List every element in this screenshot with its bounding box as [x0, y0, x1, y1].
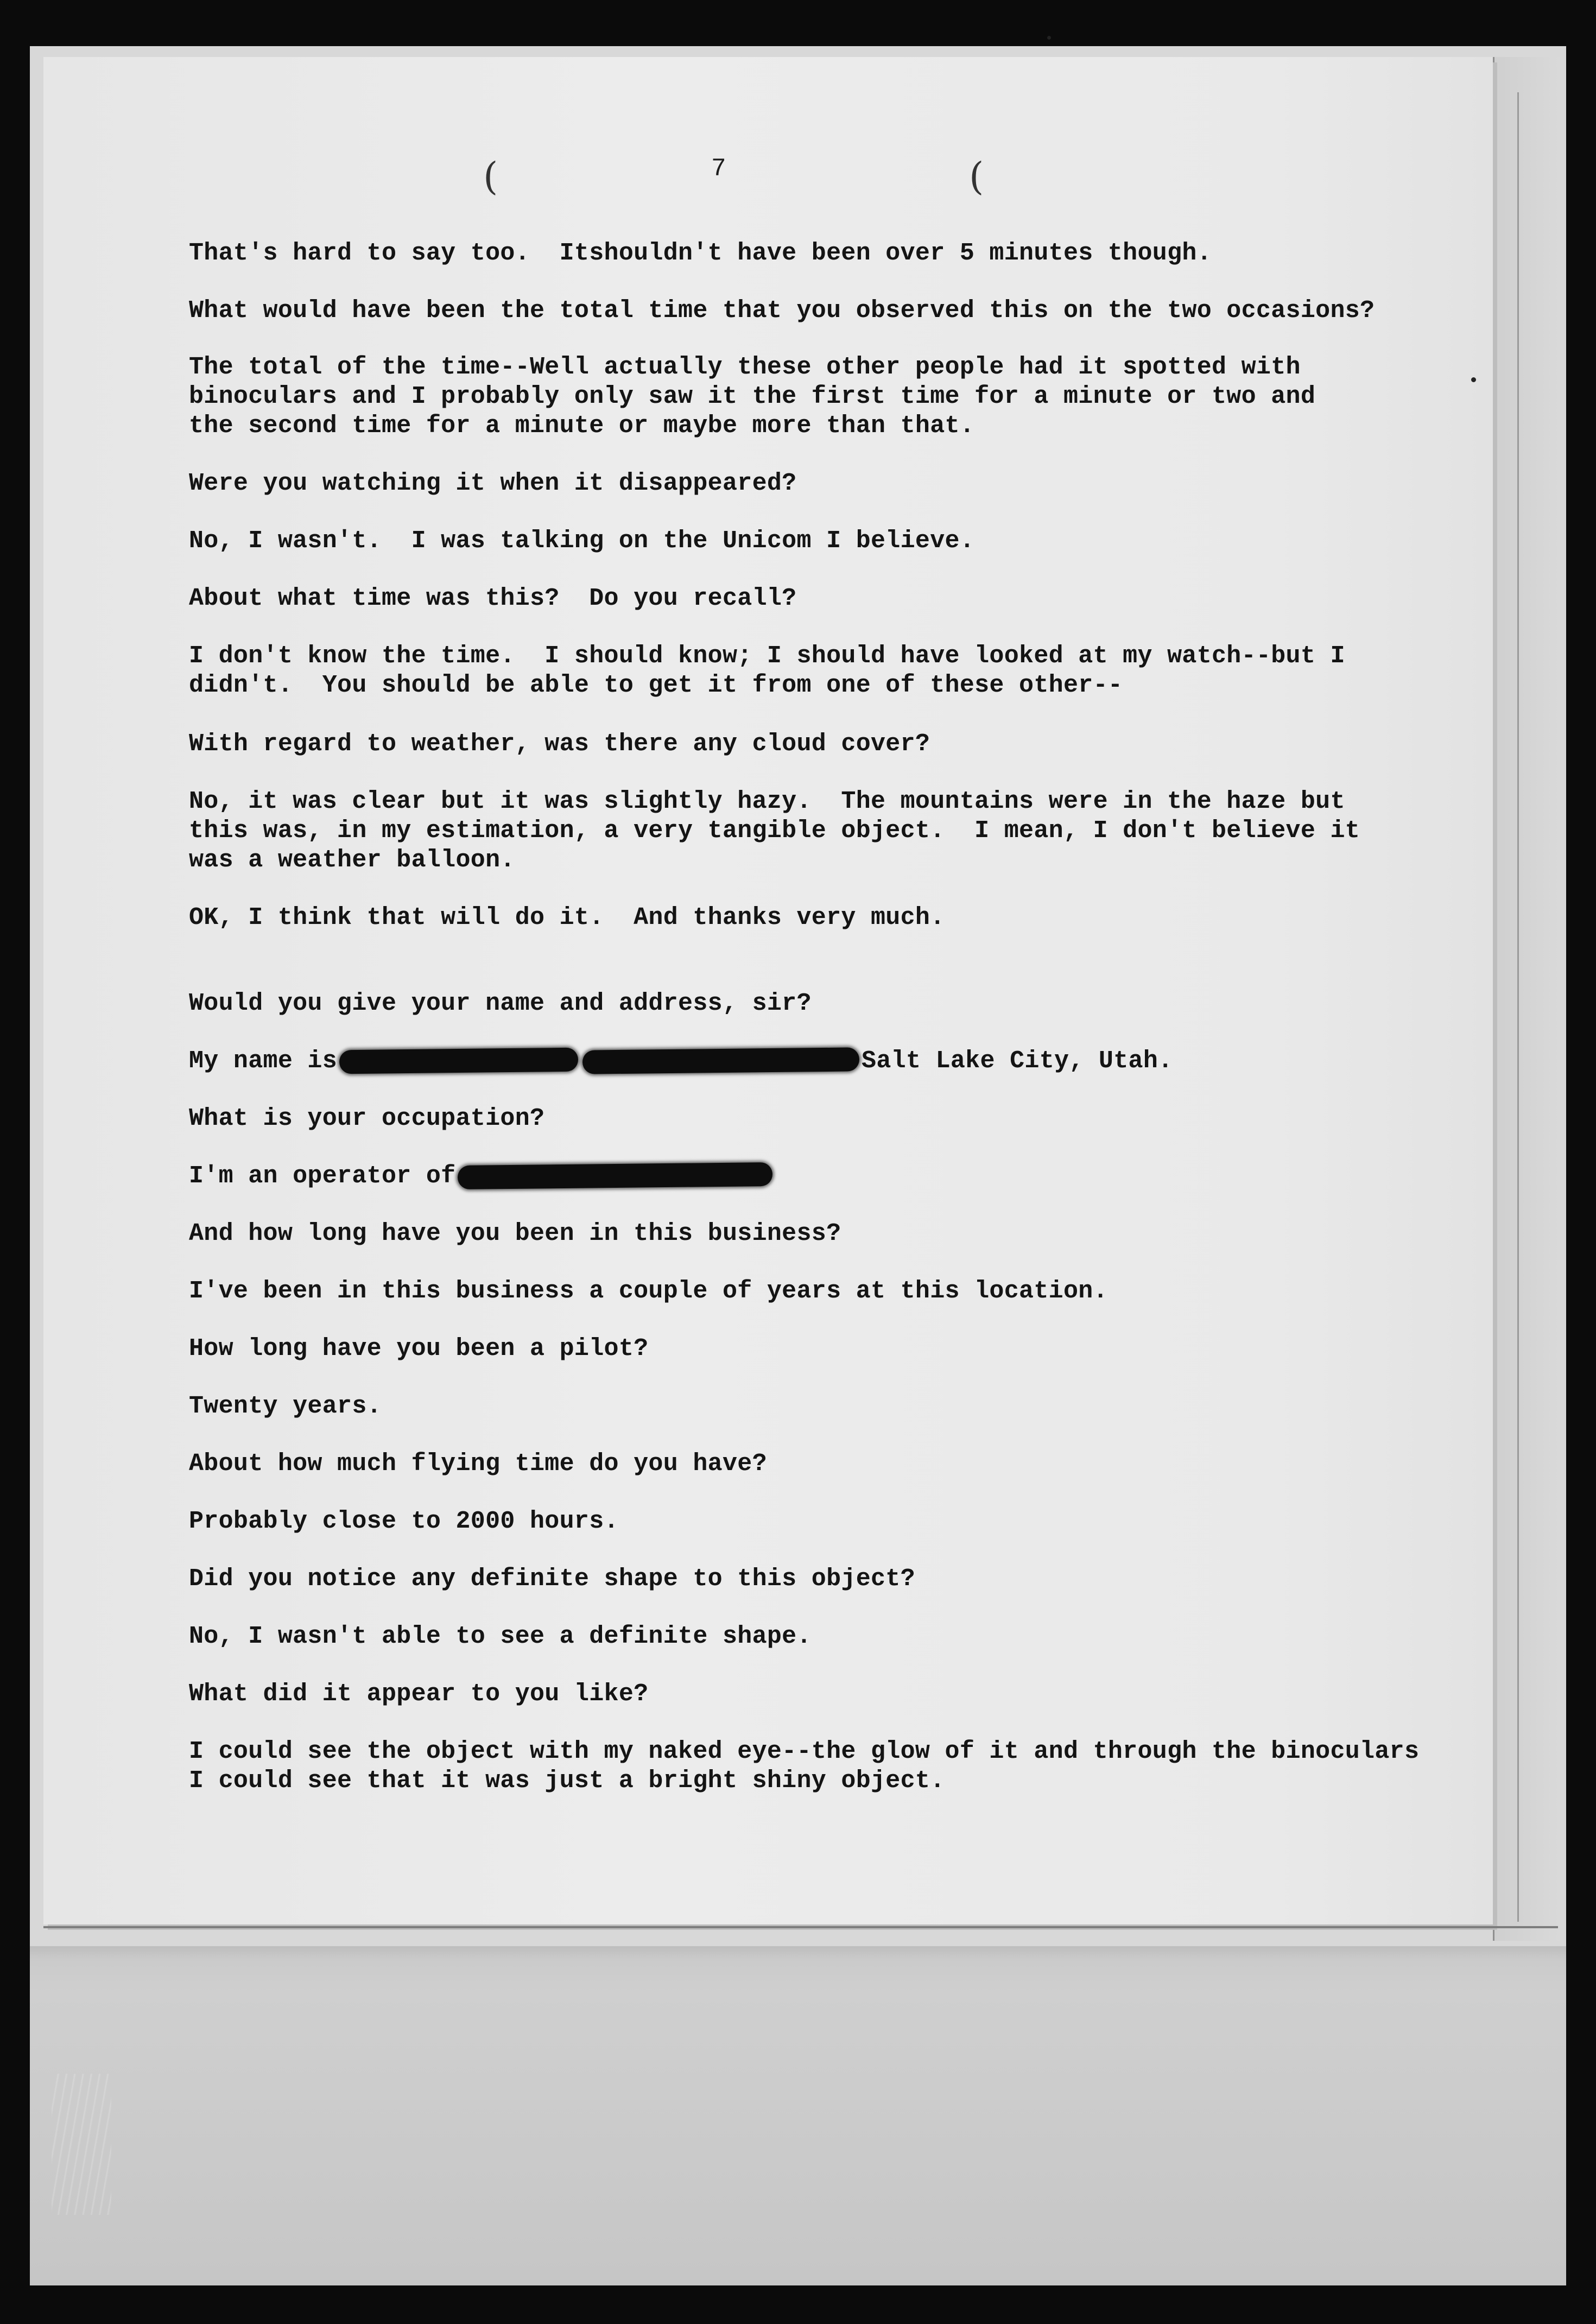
transcript-paragraph: [189, 469, 796, 498]
transcript-paragraph: [189, 903, 945, 933]
transcript-line-prefix: I'm an operator of: [189, 1162, 456, 1190]
transcript-line: OK, I think that will do it. And thanks very much.: [189, 904, 945, 932]
transcript-paragraph: [189, 1219, 841, 1249]
transcript-line: What did it appear to you like?: [189, 1680, 649, 1708]
transcript-paragraph: [189, 989, 812, 1018]
transcript-line: I don't know the time. I should know; I should have looked at my watch--but I: [189, 642, 1345, 670]
transcript-paragraph: [189, 1162, 775, 1191]
right-bracket-mark: (: [969, 154, 984, 199]
transcript-line: [189, 1047, 1173, 1076]
transcript-paragraph: [189, 1449, 767, 1479]
transcript-paragraph: [189, 584, 796, 613]
transcript-line: That's hard to say too. Itshouldn't have been over 5 minutes though.: [189, 239, 1212, 267]
stray-dot-mark-top: [1047, 36, 1051, 40]
transcript-paragraph: [189, 1334, 648, 1364]
page-right-edge-line: [1517, 92, 1519, 1922]
transcript-paragraph: [189, 1680, 648, 1709]
transcript-line: With regard to weather, was there any cloud cover?: [189, 730, 930, 758]
transcript-line: What is your occupation?: [189, 1105, 545, 1132]
transcript-line: was a weather balloon.: [189, 846, 515, 874]
transcript-paragraph: [189, 239, 1212, 268]
stray-dot-mark: [1471, 377, 1476, 382]
transcript-paragraph: [189, 1047, 1173, 1076]
transcript-line: binoculars and I probably only saw it the first time for a minute or two and: [189, 383, 1316, 410]
transcript-paragraph: [189, 787, 1360, 875]
film-scratch: [52, 2074, 111, 2215]
transcript-paragraph: [189, 296, 1375, 326]
page-number: 7: [711, 155, 726, 183]
page-bottom-edge: [43, 1926, 1558, 1928]
transcript-line: The total of the time--Well actually these other people had it spotted with: [189, 353, 1301, 381]
transcript-line: No, it was clear but it was slightly hazy. The mountains were in the haze but: [189, 788, 1345, 815]
transcript-line: I could see that it was just a bright shiny object.: [189, 1767, 945, 1795]
left-bracket-mark: (: [483, 154, 498, 199]
transcript-line: I could see the object with my naked eye--the glow of it and through the binoculars: [189, 1738, 1420, 1765]
transcript-paragraph: [189, 1277, 1108, 1306]
transcript-line: Twenty years.: [189, 1392, 382, 1420]
transcript-line: Were you watching it when it disappeared?: [189, 470, 797, 497]
transcript-line: Would you give your name and address, sir?: [189, 990, 812, 1017]
page-right-strip: [1493, 57, 1560, 1941]
transcript-paragraph: [189, 1737, 1419, 1796]
transcript-line-suffix: Salt Lake City, Utah.: [862, 1047, 1173, 1075]
transcript-line: I've been in this business a couple of years at this location.: [189, 1277, 1108, 1305]
transcript-paragraph: [189, 1565, 915, 1594]
redaction-mark: [458, 1162, 772, 1189]
transcript-paragraph: [189, 1104, 544, 1133]
transcript-line: And how long have you been in this business?: [189, 1220, 841, 1248]
transcript-line: didn't. You should be able to get it from one of these other--: [189, 672, 1123, 699]
transcript-line: About what time was this? Do you recall?: [189, 585, 797, 612]
transcript-paragraph: [189, 1622, 812, 1651]
transcript-line: [189, 1162, 775, 1191]
transcript-paragraph: [189, 353, 1315, 441]
transcript-line: No, I wasn't able to see a definite shape.: [189, 1623, 812, 1650]
transcript-line: this was, in my estimation, a very tangible object. I mean, I don't believe it: [189, 817, 1360, 845]
transcript-line: the second time for a minute or maybe more than that.: [189, 412, 975, 440]
transcript-line-prefix: My name is: [189, 1047, 338, 1075]
transcript-line: About how much flying time do you have?: [189, 1450, 767, 1478]
transcript-line: How long have you been a pilot?: [189, 1335, 649, 1363]
transcript-line: Did you notice any definite shape to this object?: [189, 1565, 915, 1593]
transcript-paragraph: [189, 1392, 382, 1421]
transcript-line: What would have been the total time that you observed this on the two occasions?: [189, 297, 1375, 325]
redaction-mark: [582, 1047, 859, 1074]
transcript-paragraph: [189, 730, 930, 759]
redaction-mark: [339, 1048, 578, 1074]
transcript-line: Probably close to 2000 hours.: [189, 1508, 619, 1535]
transcript-paragraph: [189, 642, 1345, 700]
transcript-paragraph: [189, 527, 974, 556]
transcript-line: No, I wasn't. I was talking on the Unicom I believe.: [189, 527, 975, 555]
transcript-paragraph: [189, 1507, 619, 1536]
